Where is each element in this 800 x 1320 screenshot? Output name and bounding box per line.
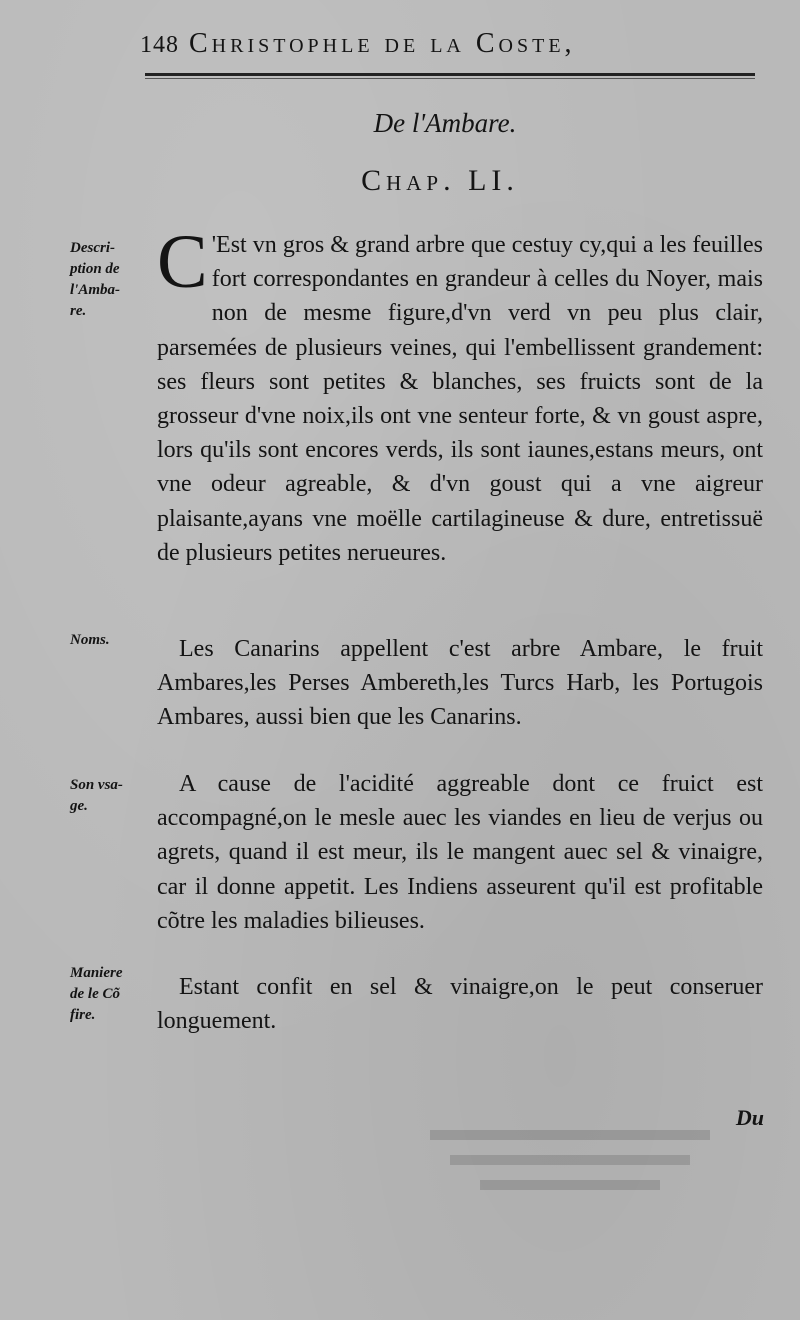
paragraph-names-text: Les Canarins appellent c'est arbre Ambare, le fruit Ambares,les Perses Ambereth,les Turcs Harb, les Portugois Ambares, aussi bien que les Canarins. <box>157 636 763 731</box>
paragraph-usage-text: A cause de l'acidité aggreable dont ce fruict est accompagné,on le mesle auec les viandes en lieu de verjus ou agrets, quand il est meur, ils le mangent auec sel & vinaigre, car il donne appetit. Les Indiens asseurent qu'il est profitable cõtre les maladies bilieuses. <box>157 771 763 934</box>
bleed-through-shadow <box>420 1110 720 1210</box>
catchword: Du <box>735 1105 764 1130</box>
margin-note-description: Descri- ption de l'Amba- re. <box>70 240 121 319</box>
paragraph-description <box>157 220 763 570</box>
paragraph-preserving-text: Estant confit en sel & vinaigre,on le peut conseruer longuement. <box>157 974 763 1035</box>
section-title: De l'Ambare. <box>373 108 517 138</box>
running-head-author: Christophle de la Coste, <box>189 28 576 59</box>
paragraph-names <box>157 632 763 735</box>
margin-note-usage: Son vsa- ge. <box>70 777 123 814</box>
margin-note-preserving: Maniere de le Cõ fire. <box>70 965 123 1023</box>
chapter-heading: Chap. LI. <box>361 164 519 197</box>
page-number: 148 <box>140 32 179 58</box>
header-rule <box>145 73 755 79</box>
drop-cap: C <box>157 220 208 304</box>
margin-note-names: Noms. <box>70 632 110 648</box>
running-head <box>140 28 760 68</box>
paragraph-preserving <box>157 970 763 1038</box>
paragraph-usage <box>157 767 763 938</box>
paragraph-description-text: 'Est vn gros & grand arbre que cestuy cy,qui a les feuilles fort correspondantes en grandeur à celles du Noyer, mais non de mesme figure,d'vn verd vn peu plus clair, parsemées de plusieurs veines, qui l'embellissent grandement: ses fleurs sont petites & blanches, ses fruicts sont de la grosseur d'vne noix,ils ont vne senteur forte, & vn goust aspre, lors qu'ils sont encores verds, ils sont iaunes,estans meurs, ont vne odeur agreable, & d'vn goust qui a vne aigreur plaisante,ayans vne moëlle cartilagineuse & dure, entretissuë de plusieurs petites nerueures. <box>157 232 763 566</box>
